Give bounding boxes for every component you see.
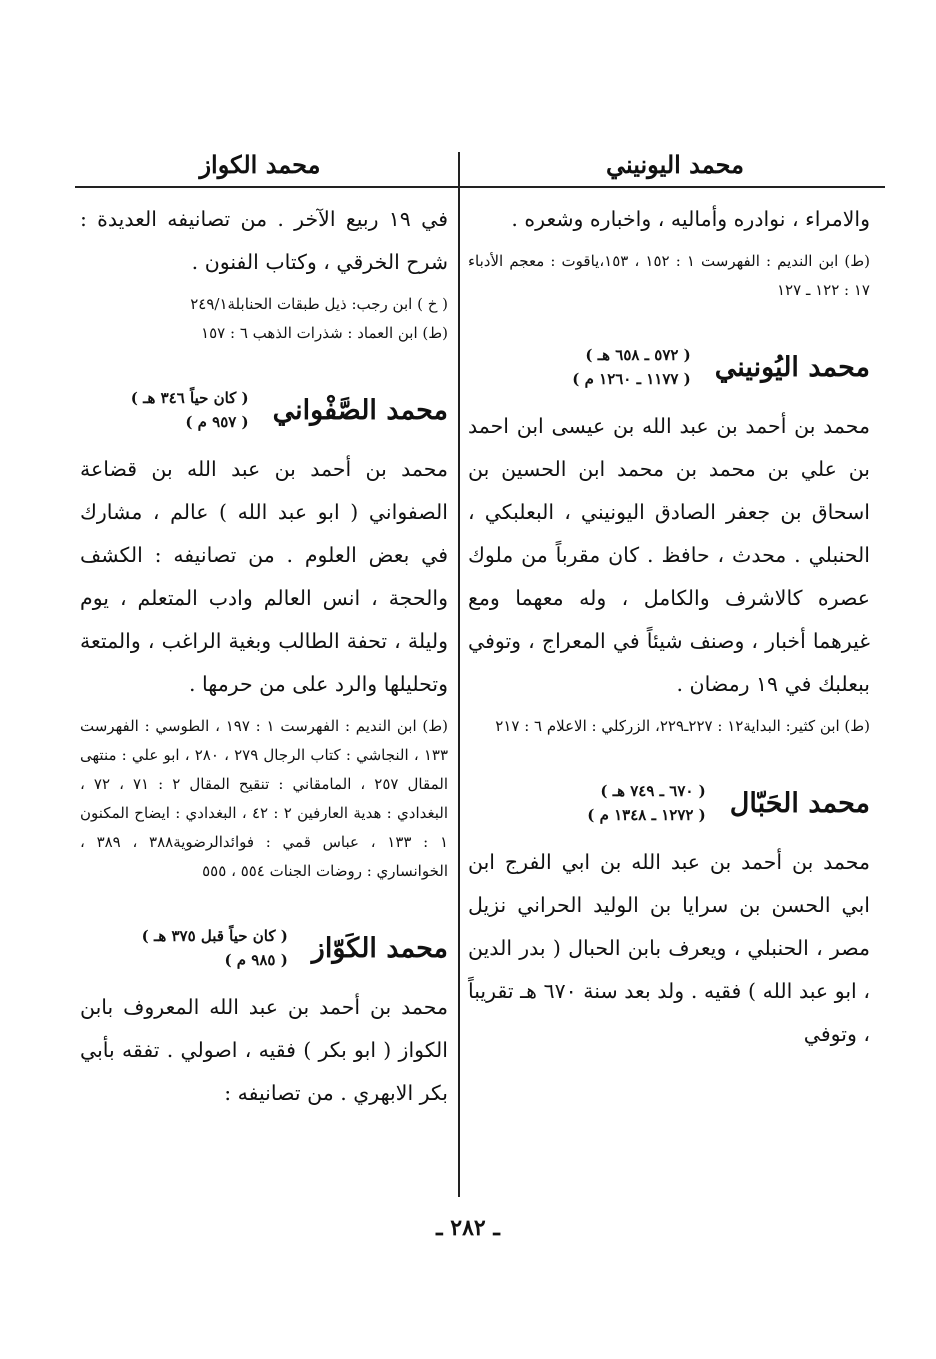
entry-heading [468, 779, 870, 827]
entry-paragraph: محمد بن أحمد بن عبد الله المعروف بابن الكواز ( ابو بكر ) فقيه ، اصولي . تفقه بأبي بكر الابهري . من تصانيفه : [80, 995, 448, 1105]
reference-note: (ط) ابن النديم : الفهرست ١ : ١٩٧ ، الطوسي : الفهرست ١٣٣ ، النجاشي : كتاب الرجال ٢٧٩ ، ٢٨٠ ، ابو علي : منتهى المقال ٢٥٧ ، المامقاني : تنقيح المقال ٢ : ٧١ ، ٧٢ ، البغدادي : هدية العارفين ٢ : ٤٢ ، البغدادي : ايضاح المكنون ١ : ١٣٣ ، عباس قمي : فوائدالرضوية٣٨٨ ، ٣٨٩ ، الخوانساري : روضات الجنات ٥٥٤ ، ٥٥٥ [80, 717, 448, 880]
dates-gregorian: ( ٩٨٥ م ) [224, 951, 288, 969]
dates-hijri: ( ٦٧٠ ـ ٧٤٩ هـ ) [600, 782, 706, 800]
entry-name: محمد الصَّفْواني [272, 394, 448, 426]
entry-name: محمد الحَبّال [729, 787, 870, 819]
entry-heading [80, 924, 448, 972]
reference-note: ( خ ) ابن رجب: ذيل طبقات الحنابلة٢٤٩/١ [190, 295, 448, 313]
entry-heading [468, 343, 870, 391]
reference-note: (ط) ابن النديم : الفهرست ١ : ١٥٢ ، ١٥٣،ياقوت : معجم الأدباء ١٧ : ١٢٢ ـ ١٢٧ [468, 252, 871, 299]
right-column [468, 198, 870, 1056]
left-column [80, 198, 448, 1115]
continued-paragraph: في ١٩ ربيع الآخر . من تصانيفه العديدة : شرح الخرقي ، وكتاب الفنون . [80, 207, 448, 274]
entry-dates [131, 386, 249, 434]
dates-hijri: ( كان حياً قبل ٣٧٥ هـ ) [141, 927, 288, 945]
page-number: ـ ٢٨٢ ـ [436, 1215, 500, 1241]
reference-note: (ط) ابن العماد : شذرات الذهب ٦ : ١٥٧ [201, 324, 448, 342]
dates-hijri: ( كان حياً ٣٤٦ هـ ) [130, 389, 249, 407]
entry-dates [142, 924, 288, 972]
header-rule [75, 186, 885, 188]
dates-gregorian: ( ١١٧٧ ـ ١٢٦٠ م ) [572, 370, 691, 388]
entry-paragraph: محمد بن أحمد بن عبد الله بن قضاعة الصفواني ( ابو عبد الله ) عالم ، مشارك في بعض العلوم . من تصانيفه : الكشف والحجة ، انس العالم وادب المتعلم ، يوم وليلة ، تحفة الطالب وبغية الراغب ، والمتعة وتحليلها والرد على من حرمها . [80, 457, 448, 696]
dates-hijri: ( ٥٧٢ ـ ٦٥٨ هـ ) [585, 346, 691, 364]
running-header-right: محمد اليونيني [606, 150, 744, 179]
entry-name: محمد الكَوّاز [311, 932, 448, 964]
reference-note: (ط) ابن كثير: البداية١٢ : ٢٢٧ـ٢٢٩، الزركلي : الاعلام ٦ : ٢١٧ [495, 717, 870, 735]
running-header-left: محمد الكواز [199, 150, 321, 179]
column-divider [458, 152, 460, 1197]
dates-gregorian: ( ١٢٧٢ ـ ١٣٤٨ م ) [587, 806, 706, 824]
entry-heading [80, 386, 448, 434]
entry-dates [587, 779, 705, 827]
dates-gregorian: ( ٩٥٧ م ) [185, 413, 249, 431]
entry-paragraph: محمد بن أحمد بن عبد الله بن عيسى ابن احمد بن علي بن محمد بن محمد ابن الحسين بن اسحاق بن جعفر الصادق اليونيني ، البعلبكي ، الحنبلي . محدث ، حافظ . كان مقرباً من ملوك عصره كالاشرف والكامل ، وله معهما ومع غيرهما أخبار ، وصنف شيئاً في المعراج ، وتوفي ببعلبك في ١٩ رمضان . [468, 414, 870, 696]
entry-paragraph: محمد بن أحمد بن عبد الله بن ابي الفرج ابن ابي الحسن بن سرايا بن الوليد الحراني نزيل مصر ، الحنبلي ، ويعرف بابن الحبال ( بدر الدين ، ابو عبد الله ) فقيه . ولد بعد سنة ٦٧٠ هـ تقريباً ، وتوفي [468, 850, 871, 1046]
continued-paragraph: والامراء ، نوادره وأماليه ، واخباره وشعره . [511, 207, 870, 231]
entry-name: محمد اليُونيني [714, 351, 870, 383]
entry-dates [572, 343, 690, 391]
